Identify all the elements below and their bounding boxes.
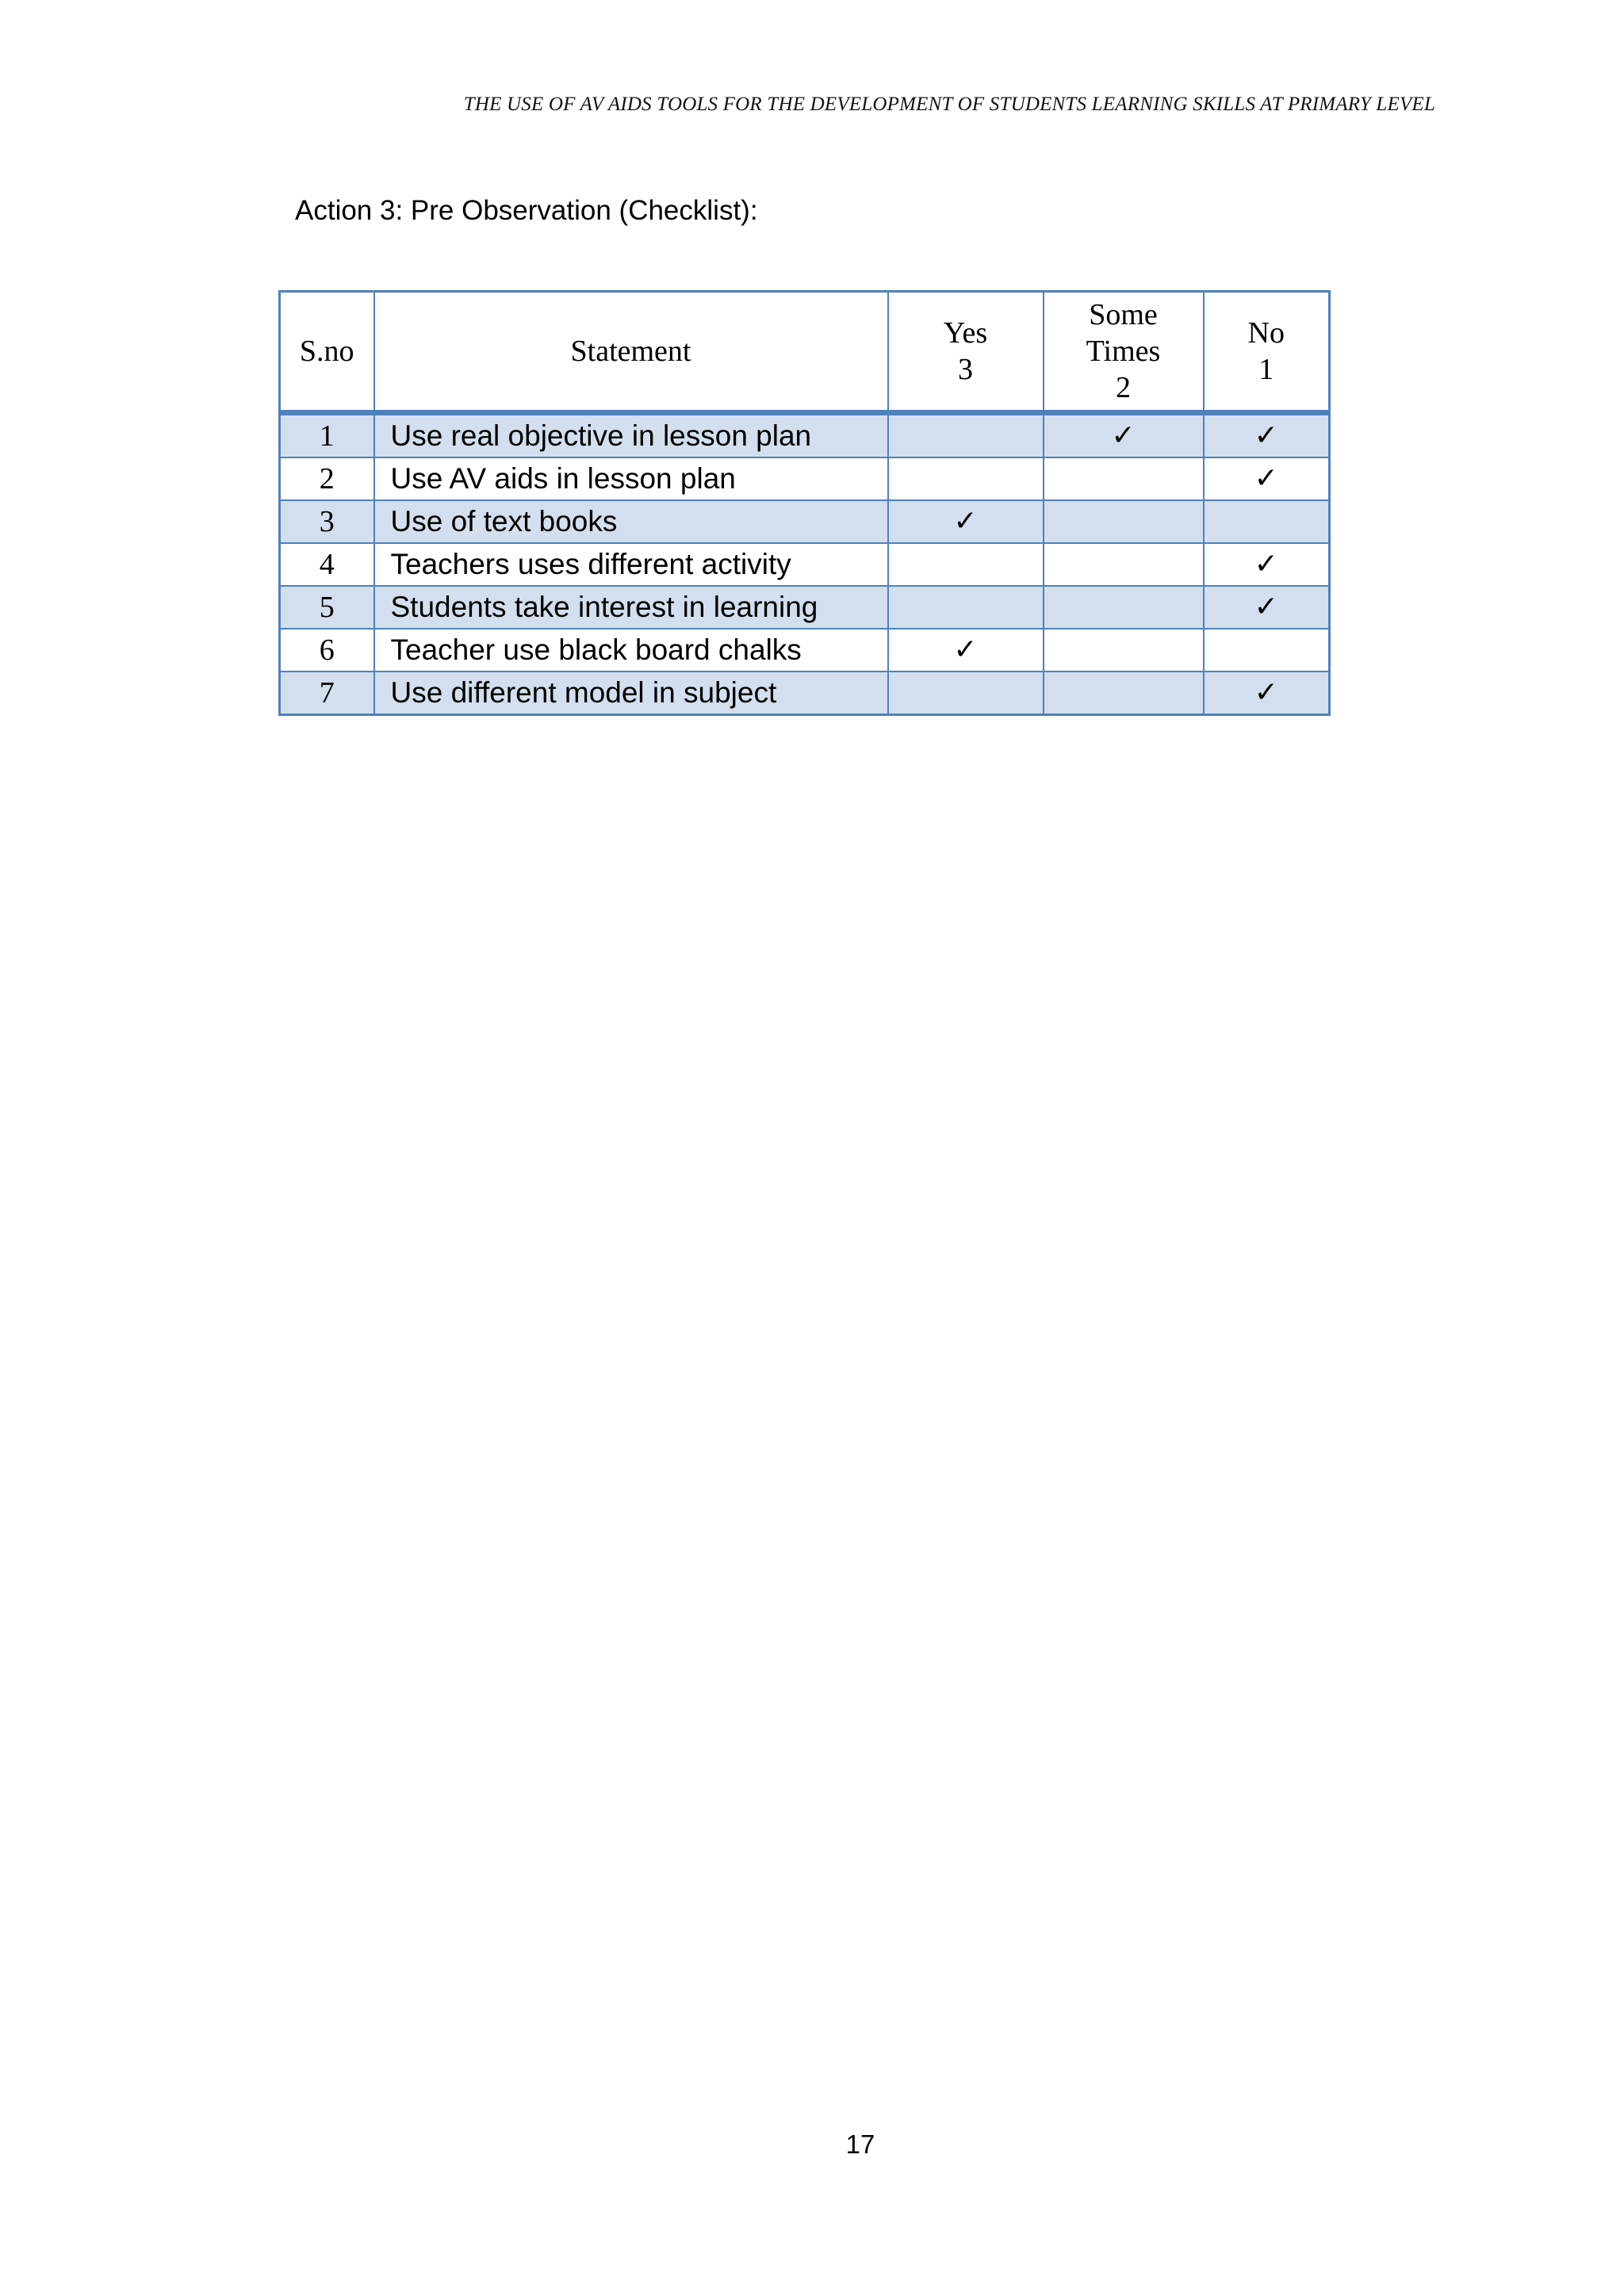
row-sno: 1	[280, 413, 374, 458]
no-header-score: 1	[1258, 353, 1274, 386]
yes-header-score: 3	[958, 353, 973, 386]
table-header	[280, 292, 1330, 413]
row-sno: 7	[280, 672, 374, 715]
row-sometimes-cell	[1044, 586, 1204, 629]
row-statement: Teacher use black board chalks	[374, 629, 888, 672]
row-statement: Use real objective in lesson plan	[374, 413, 888, 458]
row-sno: 6	[280, 629, 374, 672]
row-no-cell: ✓	[1204, 672, 1330, 715]
statement-header-label: Statement	[570, 335, 691, 368]
table-body	[280, 413, 1330, 715]
checklist-table	[278, 290, 1331, 716]
table-row	[280, 543, 1330, 586]
row-sno: 2	[280, 457, 374, 500]
row-no-cell: ✓	[1204, 586, 1330, 629]
row-no-cell	[1204, 500, 1330, 543]
row-statement: Use AV aids in lesson plan	[374, 457, 888, 500]
column-header-sometimes	[1044, 292, 1204, 413]
row-sometimes-cell	[1044, 457, 1204, 500]
row-sno: 5	[280, 586, 374, 629]
table-row	[280, 500, 1330, 543]
row-sometimes-cell: ✓	[1044, 413, 1204, 458]
table-row	[280, 672, 1330, 715]
column-header-yes	[888, 292, 1044, 413]
row-yes-cell	[888, 586, 1044, 629]
row-sno: 3	[280, 500, 374, 543]
row-no-cell	[1204, 629, 1330, 672]
row-statement: Students take interest in learning	[374, 586, 888, 629]
table-row	[280, 413, 1330, 458]
column-header-sno	[280, 292, 374, 413]
sno-header-label: S.no	[299, 335, 354, 368]
page-number: 17	[845, 2130, 875, 2159]
row-sometimes-cell	[1044, 672, 1204, 715]
no-header-label: No	[1247, 316, 1285, 350]
row-no-cell: ✓	[1204, 413, 1330, 458]
sometimes-header-label-1: Some	[1089, 298, 1158, 331]
column-header-statement	[374, 292, 888, 413]
section-heading: Action 3: Pre Observation (Checklist):	[295, 195, 758, 226]
row-yes-cell	[888, 457, 1044, 500]
sometimes-header-label-2: Times	[1086, 335, 1161, 368]
running-header: THE USE OF AV AIDS TOOLS FOR THE DEVELOPMENT OF STUDENTS LEARNING SKILLS AT PRIMARY LEVEL	[463, 94, 1435, 115]
row-statement: Use of text books	[374, 500, 888, 543]
row-yes-cell: ✓	[888, 629, 1044, 672]
row-yes-cell: ✓	[888, 500, 1044, 543]
row-statement: Teachers uses different activity	[374, 543, 888, 586]
row-no-cell: ✓	[1204, 457, 1330, 500]
row-yes-cell	[888, 413, 1044, 458]
table-row	[280, 586, 1330, 629]
row-sometimes-cell	[1044, 500, 1204, 543]
row-sometimes-cell	[1044, 629, 1204, 672]
table-row	[280, 629, 1330, 672]
header-row	[280, 292, 1330, 413]
row-statement: Use different model in subject	[374, 672, 888, 715]
yes-header-label: Yes	[943, 316, 988, 350]
row-sometimes-cell	[1044, 543, 1204, 586]
table-row	[280, 457, 1330, 500]
row-no-cell: ✓	[1204, 543, 1330, 586]
column-header-no	[1204, 292, 1330, 413]
row-yes-cell	[888, 543, 1044, 586]
sometimes-header-score: 2	[1116, 371, 1131, 404]
row-yes-cell	[888, 672, 1044, 715]
row-sno: 4	[280, 543, 374, 586]
